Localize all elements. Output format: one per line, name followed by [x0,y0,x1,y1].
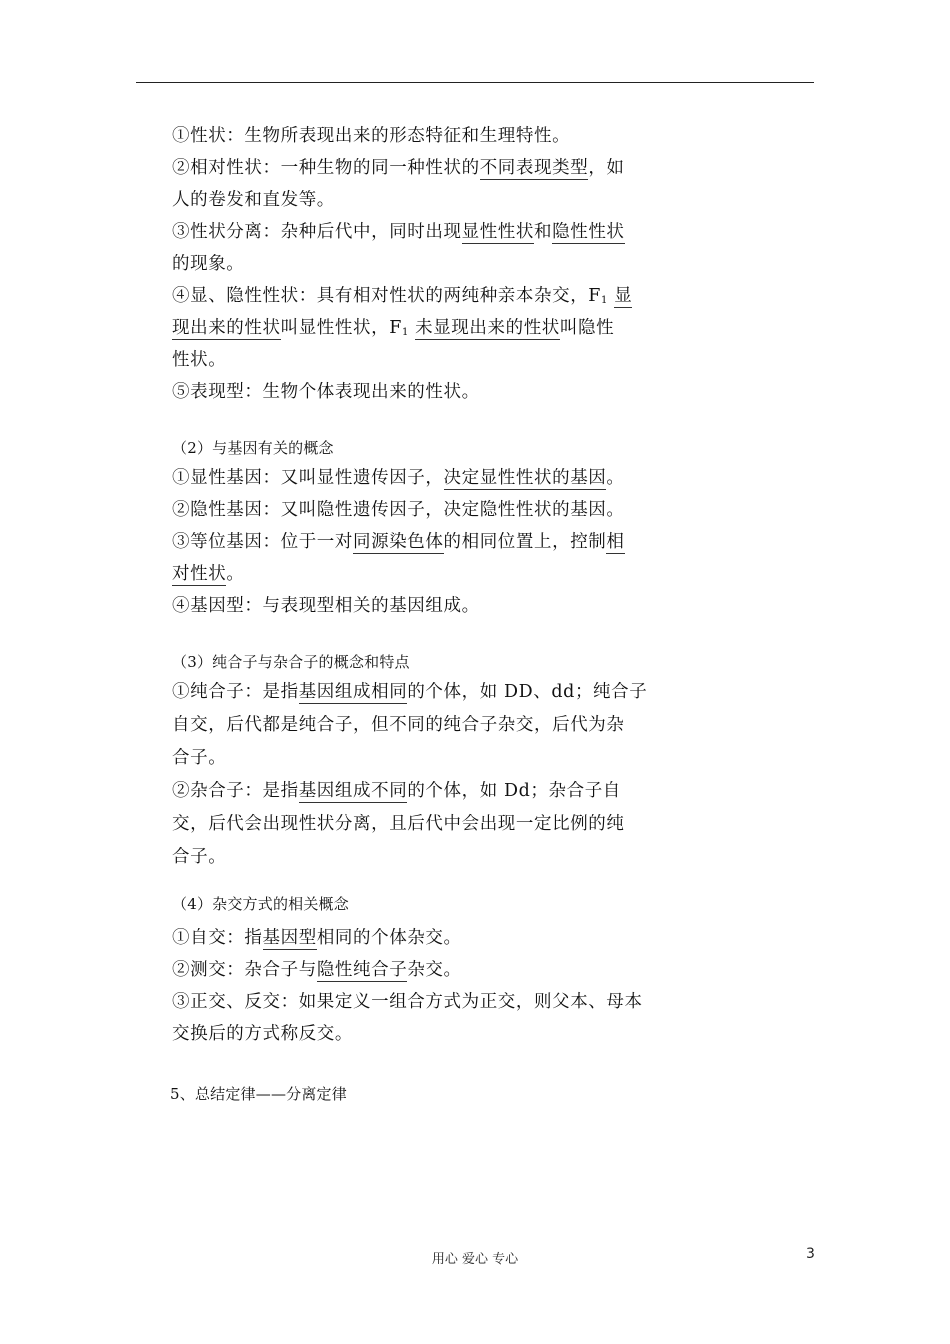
genes-heading: （2）与基因有关的概念 [172,439,334,457]
trait-segregation-cont: 的现象。 [172,254,245,274]
selfing-definition: ①自交：指基因型相同的个体杂交。 [172,928,462,948]
relative-trait-definition: ②相对性状：一种生物的同一种性状的不同表现类型，如 [172,158,625,178]
homozygote-definition: ①纯合子：是指基因组成相同的个体，如 DD、dd；纯合子 [172,682,648,702]
dominant-recessive-trait-end: 性状。 [172,350,227,370]
heterozygote-definition: ②杂合子：是指基因组成不同的个体，如 Dd；杂合子自 [172,781,621,801]
reciprocal-cross-cont: 交换后的方式称反交。 [172,1024,353,1044]
homozygote-definition-cont: 自交，后代都是纯合子，但不同的纯合子杂交，后代为杂 [172,715,625,735]
allele-definition-cont: 对性状。 [172,564,245,584]
allele-definition: ③等位基因：位于一对同源染色体的相同位置上，控制相 [172,532,625,552]
recessive-gene-definition: ②隐性基因：又叫隐性遗传因子，决定隐性性状的基因。 [172,500,625,520]
trait-segregation-definition: ③性状分离：杂种后代中，同时出现显性性状和隐性性状 [172,222,625,242]
genotype-definition: ④基因型：与表现型相关的基因组成。 [172,596,480,616]
footer-slogan: 用心 爱心 专心 [431,1252,519,1267]
relative-trait-example: 人的卷发和直发等。 [172,190,335,210]
dominant-gene-definition: ①显性基因：又叫显性遗传因子，决定显性性状的基因。 [172,468,625,488]
zygotes-heading: （3）纯合子与杂合子的概念和特点 [172,653,410,671]
dominant-recessive-trait-definition: ④显、隐性性状：具有相对性状的两纯种亲本杂交，$F_1$ 显 [172,286,633,306]
heterozygote-definition-cont: 交，后代会出现性状分离，且后代中会出现一定比例的纯 [172,814,625,834]
heterozygote-definition-end: 合子。 [172,847,227,867]
testcross-definition: ②测交：杂合子与隐性纯合子杂交。 [172,960,462,980]
page-number: 3 [806,1246,815,1262]
reciprocal-cross-definition: ③正交、反交：如果定义一组合方式为正交，则父本、母本 [172,992,643,1012]
crosses-heading: （4）杂交方式的相关概念 [172,895,349,913]
section-5-heading: 5、总结定律——分离定律 [170,1085,347,1103]
header-rule [136,82,814,83]
trait-definition: ①性状：生物所表现出来的形态特征和生理特性。 [172,126,571,146]
phenotype-definition: ⑤表现型：生物个体表现出来的性状。 [172,382,480,402]
dominant-recessive-trait-cont: 现出来的性状叫显性性状，$F_1$ 未显现出来的性状叫隐性 [172,318,615,338]
homozygote-definition-end: 合子。 [172,748,227,768]
